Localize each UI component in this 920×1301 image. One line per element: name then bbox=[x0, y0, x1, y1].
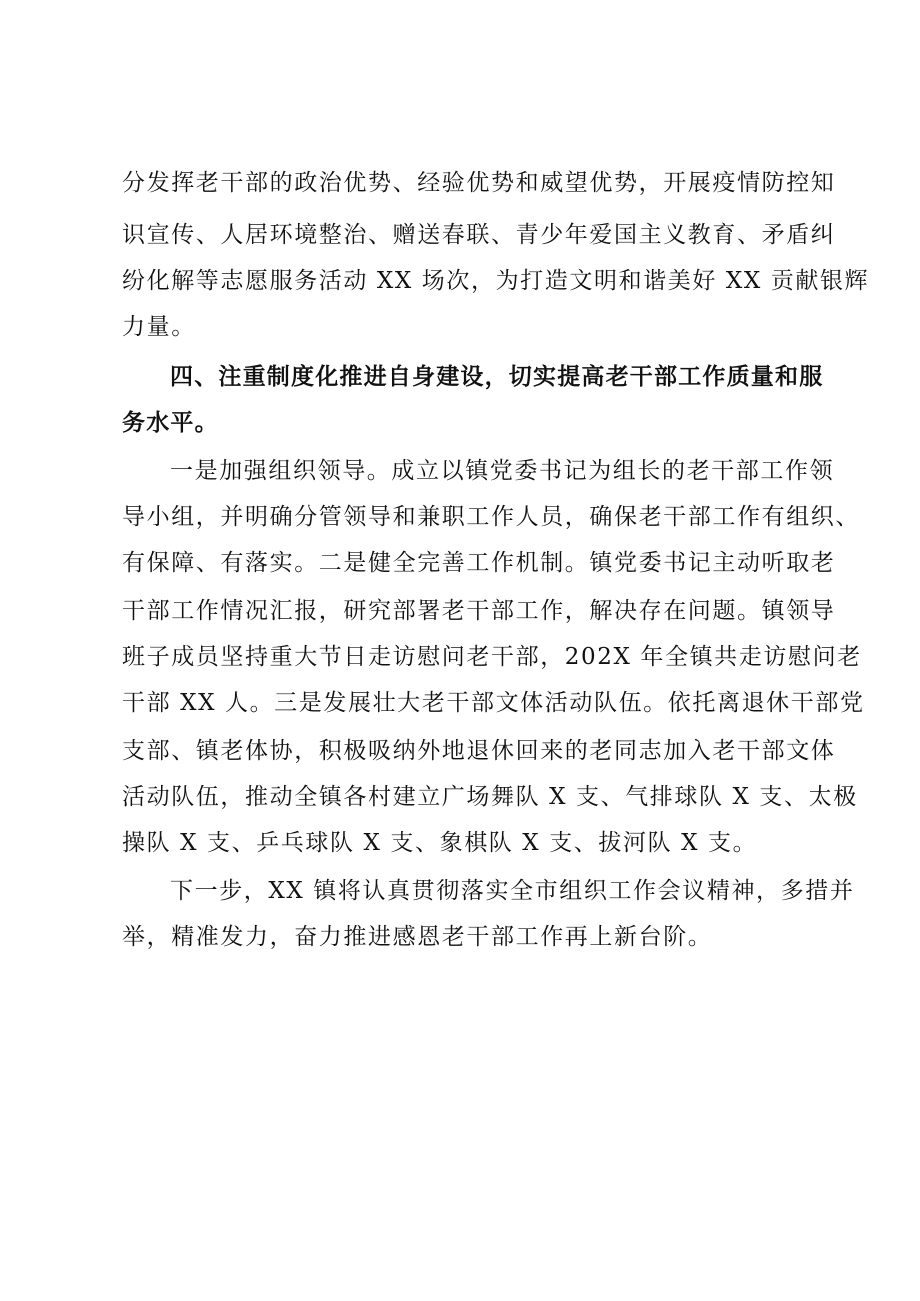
paragraph-1-line-3: 纷化解等志愿服务活动 XX 场次，为打造文明和谐美好 XX 贡献银辉 bbox=[122, 268, 870, 294]
paragraph-2-line-8: 活动队伍，推动全镇各村建立广场舞队 X 支、气排球队 X 支、太极 bbox=[122, 784, 858, 810]
paragraph-1-line-4: 力量。 bbox=[122, 314, 196, 340]
paragraph-3-line-1: 下一步，XX 镇将认真贯彻落实全市组织工作会议精神，多措并 bbox=[170, 878, 855, 904]
paragraph-1-line-1: 分发挥老干部的政治优势、经验优势和威望优势，开展疫情防控知 bbox=[122, 170, 836, 196]
paragraph-2-line-7: 支部、镇老体协，积极吸纳外地退休回来的老同志加入老干部文体 bbox=[122, 738, 836, 764]
paragraph-2-line-6: 干部 XX 人。三是发展壮大老干部文体活动队伍。依托离退休干部党 bbox=[122, 690, 865, 716]
paragraph-2-line-1: 一是加强组织领导。成立以镇党委书记为组长的老干部工作领 bbox=[170, 458, 835, 484]
section-heading-line-2: 务水平。 bbox=[122, 410, 219, 436]
paragraph-2-line-5: 班子成员坚持重大节日走访慰问老干部，202X 年全镇共走访慰问老 bbox=[122, 644, 862, 670]
section-heading-line-1: 四、注重制度化推进自身建设，切实提高老干部工作质量和服 bbox=[170, 364, 824, 390]
paragraph-2-line-4: 干部工作情况汇报，研究部署老干部工作，解决存在问题。镇领导 bbox=[122, 598, 836, 624]
paragraph-2-line-2: 导小组，并明确分管领导和兼职工作人员，确保老干部工作有组织、 bbox=[122, 504, 860, 530]
paragraph-3-line-2: 举，精准发力，奋力推进感恩老干部工作再上新台阶。 bbox=[122, 924, 713, 950]
paragraph-1-line-2: 识宣传、人居环境整治、赠送春联、青少年爱国主义教育、矛盾纠 bbox=[122, 222, 836, 248]
paragraph-2-line-3: 有保障、有落实。二是健全完善工作机制。镇党委书记主动听取老 bbox=[122, 550, 836, 576]
paragraph-2-line-9: 操队 X 支、乒乓球队 X 支、象棋队 X 支、拔河队 X 支。 bbox=[122, 830, 758, 856]
